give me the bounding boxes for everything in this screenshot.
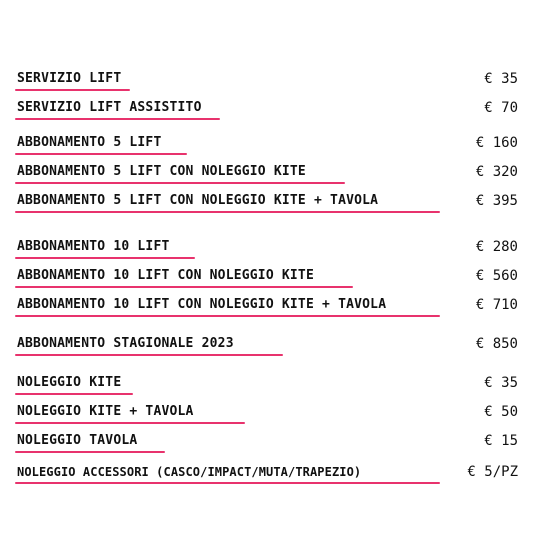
list-item — [0, 164, 536, 188]
list-item — [0, 239, 536, 263]
item-name: NOLEGGIO TAVOLA — [17, 433, 138, 448]
item-name: SERVIZIO LIFT — [17, 71, 122, 86]
item-name: NOLEGGIO KITE + TAVOLA — [17, 404, 194, 419]
list-item — [0, 464, 536, 488]
list-item — [0, 268, 536, 292]
item-name: ABBONAMENTO 5 LIFT CON NOLEGGIO KITE + TAVOLA — [17, 193, 379, 208]
item-underline — [15, 153, 187, 155]
list-item — [0, 71, 536, 95]
item-price: € 850 — [475, 336, 518, 352]
list-item — [0, 433, 536, 457]
item-price: € 50 — [484, 404, 518, 420]
list-item — [0, 135, 536, 159]
item-price: € 5/PZ — [467, 464, 518, 480]
list-item — [0, 100, 536, 124]
item-price: € 280 — [475, 239, 518, 255]
item-underline — [15, 118, 220, 120]
item-underline — [15, 89, 130, 91]
item-underline — [15, 211, 440, 213]
item-name: NOLEGGIO ACCESSORI (CASCO/IMPACT/MUTA/TRAPEZIO) — [17, 465, 362, 479]
item-name: ABBONAMENTO 5 LIFT CON NOLEGGIO KITE — [17, 164, 306, 179]
item-price: € 320 — [475, 164, 518, 180]
item-price: € 35 — [484, 375, 518, 391]
item-underline — [15, 393, 133, 395]
item-price: € 395 — [475, 193, 518, 209]
item-price: € 15 — [484, 433, 518, 449]
list-item — [0, 193, 536, 217]
item-name: ABBONAMENTO 10 LIFT — [17, 239, 170, 254]
list-item — [0, 336, 536, 360]
list-item — [0, 404, 536, 428]
item-underline — [15, 257, 195, 259]
item-underline — [15, 354, 283, 356]
item-underline — [15, 482, 440, 484]
item-underline — [15, 451, 165, 453]
item-price: € 160 — [475, 135, 518, 151]
item-name: NOLEGGIO KITE — [17, 375, 122, 390]
item-name: ABBONAMENTO 10 LIFT CON NOLEGGIO KITE + TAVOLA — [17, 297, 387, 312]
item-name: ABBONAMENTO 10 LIFT CON NOLEGGIO KITE — [17, 268, 314, 283]
item-underline — [15, 422, 245, 424]
item-price: € 560 — [475, 268, 518, 284]
list-item — [0, 297, 536, 321]
item-price: € 710 — [475, 297, 518, 313]
item-underline — [15, 315, 440, 317]
item-underline — [15, 286, 353, 288]
item-name: ABBONAMENTO STAGIONALE 2023 — [17, 336, 234, 351]
item-name: ABBONAMENTO 5 LIFT — [17, 135, 162, 150]
list-item — [0, 375, 536, 399]
item-underline — [15, 182, 345, 184]
item-price: € 70 — [484, 100, 518, 116]
item-name: SERVIZIO LIFT ASSISTITO — [17, 100, 202, 115]
item-price: € 35 — [484, 71, 518, 87]
